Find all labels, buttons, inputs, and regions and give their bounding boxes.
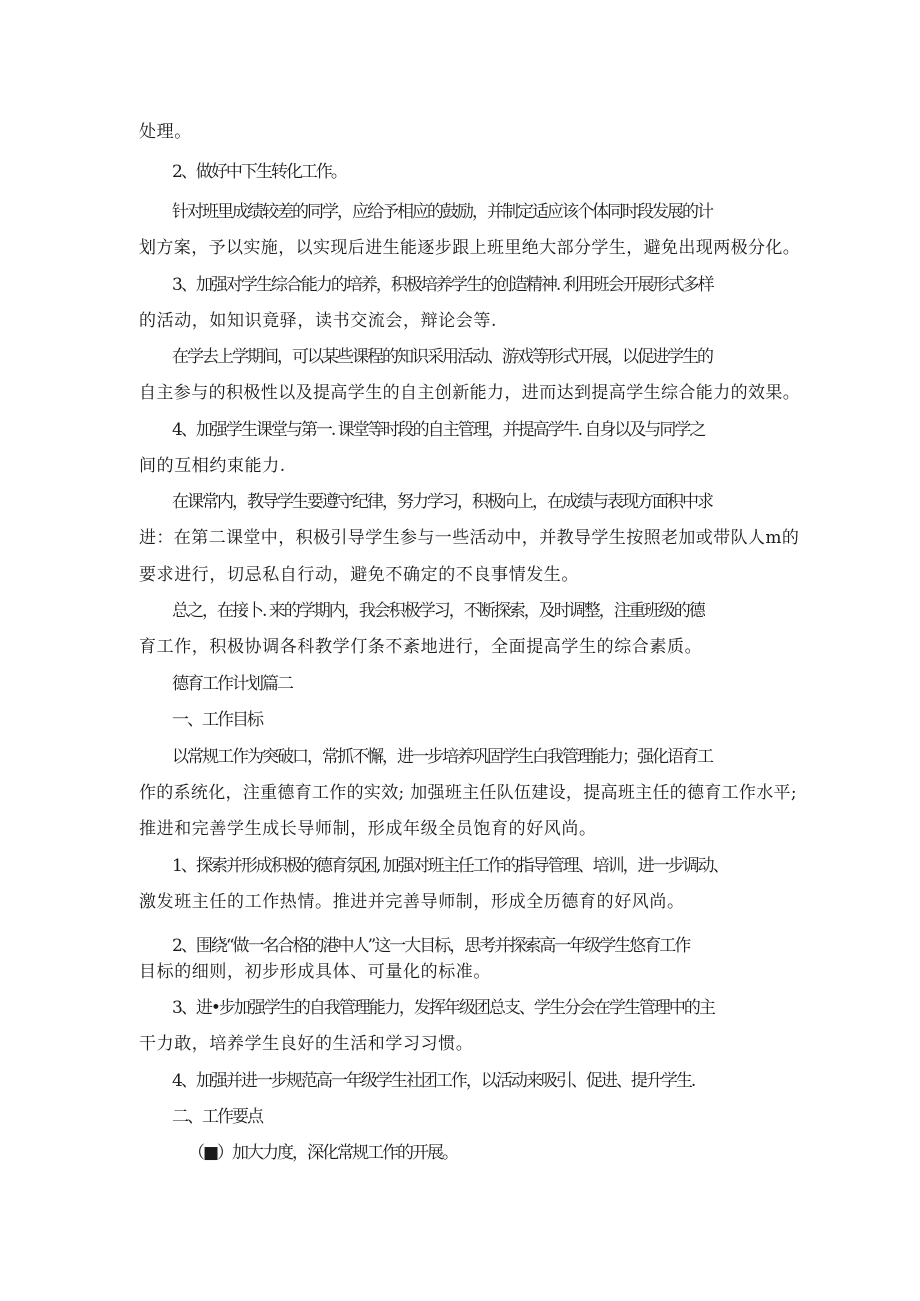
section-title: 德育工作计划篇二 [172, 674, 292, 694]
text-line: 3、进•步加强学生的自我管理能力，发挥年级团总支、学生分会在学生管理中的主 [172, 998, 714, 1018]
text-line: 干力敢，培养学生良好的生活和学习习惯。 [139, 1034, 474, 1054]
text-line: 自主参与的积极性以及提高学生的自主创新能力，进而达到提高学生综合能力的效果。 [139, 383, 801, 403]
text-line: 进：在第二课堂中，积极引导学生参与一些活动中，并教导学生按照老加或带队人m的 [139, 528, 800, 548]
text-line: 推进和完善学生成长导师制，形成年级全员饱育的好风尚。 [139, 819, 597, 839]
text-line: 2、做好中下生转化工作。 [172, 162, 346, 182]
text-line: 激发班主任的工作热情。推进并完善导师制，形成全历德育的好风尚。 [139, 892, 685, 912]
text-line: 划方案，予以实施，以实现后进生能逐步跟上班里绝大部分学生，避免出现两极分化。 [139, 238, 801, 258]
text-line: 3、加强对学生综合能力的培养，积极培养学生的创造精神. 利用班会开展形式多样 [172, 275, 713, 295]
text-line: 要求进行，切忌私自行动，避免不确定的不良事情发生。 [139, 565, 579, 585]
text-line: 间的互相约束能力. [139, 456, 286, 476]
text-line: 的活动，如知识竟驿，读书交流会，辩论会等. [139, 311, 498, 331]
text-line: （■）加大力度，深化常规工作的开展。 [188, 1143, 458, 1163]
text-line: 针对班里成绩较差的同学，应给予相应的鼓励，并制定适应该个体同时段发展的计 [172, 202, 712, 222]
section-heading: 一、工作目标 [172, 710, 262, 730]
text-line: 育工作，积极协调各科教学仃条不紊地进行，全面提高学生的综合素质。 [139, 637, 703, 657]
text-line: 在课常内，教导学生要遵守纪律，努力学习，积极向上，在成绩与表现方面积中求 [172, 492, 712, 512]
text-line: 处理。 [139, 122, 192, 142]
text-line: 1、探索并形成积极的德育氛困, 加强对班主任工作的指导管理、培训，进一步调动、 [172, 856, 728, 876]
text-line: 在学去上学期间，可以某些课程的知识采用活动、游戏等形式开展，以促进学生的 [172, 347, 712, 367]
section-heading: 二、工作要点 [172, 1107, 262, 1127]
text-line: 目标的细则，初步形成具体、可量化的标准。 [139, 962, 491, 982]
text-line: 以常规工作为突破口，常抓不懈，进一步培养巩固学生白我管理能力；强化语育工 [172, 747, 712, 767]
text-line: 作的系统化，注重德育工作的实效; 加强班主任队伍建设，提高班主任的德育工作水平; [139, 783, 797, 803]
text-line: 4、加强并进一步规范高一年级学生社团工作，以活动来吸引、促进、提升学生. [172, 1071, 695, 1091]
text-line: 总之，在接卜. 来的学期内，我会积极学习，不断探索，及时调整，注重班级的德 [172, 601, 704, 621]
text-line: 2、围绕“做一名合格的港中人”这一大目标，思考并探索高一年级学生悠育工作 [172, 936, 690, 956]
text-line: 4、加强学生课堂与第一. 课堂等时段的自主管理，并提高学牛. 自身以及与同学之 [172, 420, 705, 440]
